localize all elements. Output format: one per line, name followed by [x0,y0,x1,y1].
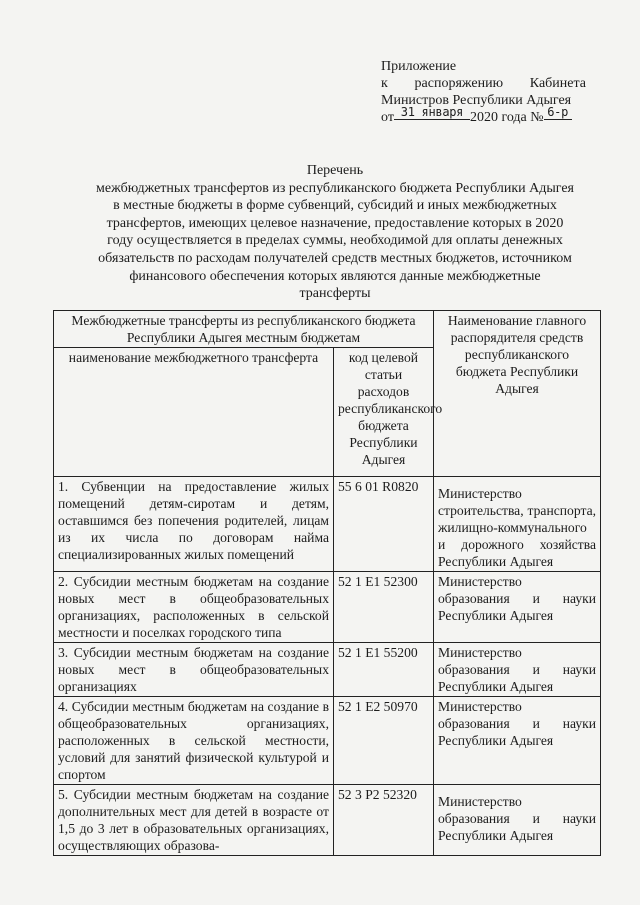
row-admin: Министерство строительства, транспорта, жилищно-коммунального и дорожного хозяйства Республики Адыгея [434,477,601,572]
appendix-to-word: к [381,76,388,91]
row-admin: Министерство образования и науки Республики Адыгея [434,572,601,643]
appendix-order-word: распоряжению [414,76,504,91]
handwritten-number: 6-р [544,105,572,120]
title-body: межбюджетных трансфертов из республиканского бюджета Республики Адыгея в местные бюджеты в форме субвенций, субсидий и иных межбюджетных трансфертов, имеющих целевое назначение, предоставление которых в 2020 году осуществляется в пределах суммы, необходимой для оплаты денежных обязательств по расходам получателей средств местных бюджетов, источником финансового обеспечения которых являются данные межбюджетные трансферты [96,180,574,302]
appendix-order-line [381,75,586,92]
row-code: 55 6 01 R0820 [334,477,434,572]
header-code: код целевой статьи расходов республиканского бюджета Республики Адыгея [334,348,434,477]
appendix-date-line [381,105,586,126]
title-heading: Перечень [306,163,364,178]
appendix-cabinet-word: Кабинета [529,76,586,91]
row-name: 4. Субсидии местным бюджетам на создание в общеобразовательных организациях, расположенных в сельской местности, условий для занятий физической культурой и спортом [54,697,334,785]
header-group: Межбюджетные трансферты из республиканского бюджета Республики Адыгея местным бюджетам [54,311,434,348]
table-header-row-1 [54,311,601,348]
table-row [54,477,601,572]
document-title [95,162,575,303]
row-admin: Министерство образования и науки Республики Адыгея [434,785,601,856]
handwritten-date: 31 января [394,105,470,120]
row-code: 52 1 E1 55200 [334,643,434,697]
appendix-year-text: 2020 года № [469,110,544,125]
appendix-ministers-line: Министров Республики Адыгея [381,93,572,108]
appendix-from-word: от [381,110,394,125]
row-code: 52 1 E2 50970 [334,697,434,785]
table-row [54,697,601,785]
row-code: 52 1 E1 52300 [334,572,434,643]
row-name: 2. Субсидии местным бюджетам на создание новых мест в общеобразовательных организациях, расположенных в сельской местности и поселках городского типа [54,572,334,643]
row-admin: Министерство образования и науки Республики Адыгея [434,697,601,785]
row-name: 5. Субсидии местным бюджетам на создание дополнительных мест для детей в возрасте от 1,5 до 3 лет в образовательных организациях, осуществляющих образова- [54,785,334,856]
row-code: 52 3 P2 52320 [334,785,434,856]
table-row [54,785,601,856]
row-admin: Министерство образования и науки Республики Адыгея [434,643,601,697]
row-name: 1. Субвенции на предоставление жилых помещений детям-сиротам и детям, оставшимся без попечения родителей, лицам из их числа по договорам найма специализированных жилых помещений [54,477,334,572]
header-name: наименование межбюджетного трансферта [54,348,334,477]
transfers-table [53,310,601,856]
table-row [54,572,601,643]
table-row [54,643,601,697]
appendix-block [381,58,586,126]
row-name: 3. Субсидии местным бюджетам на создание новых мест в общеобразовательных организациях [54,643,334,697]
appendix-title: Приложение [381,59,457,74]
header-admin: Наименование главного распорядителя средств республиканского бюджета Республики Адыгея [434,311,601,477]
